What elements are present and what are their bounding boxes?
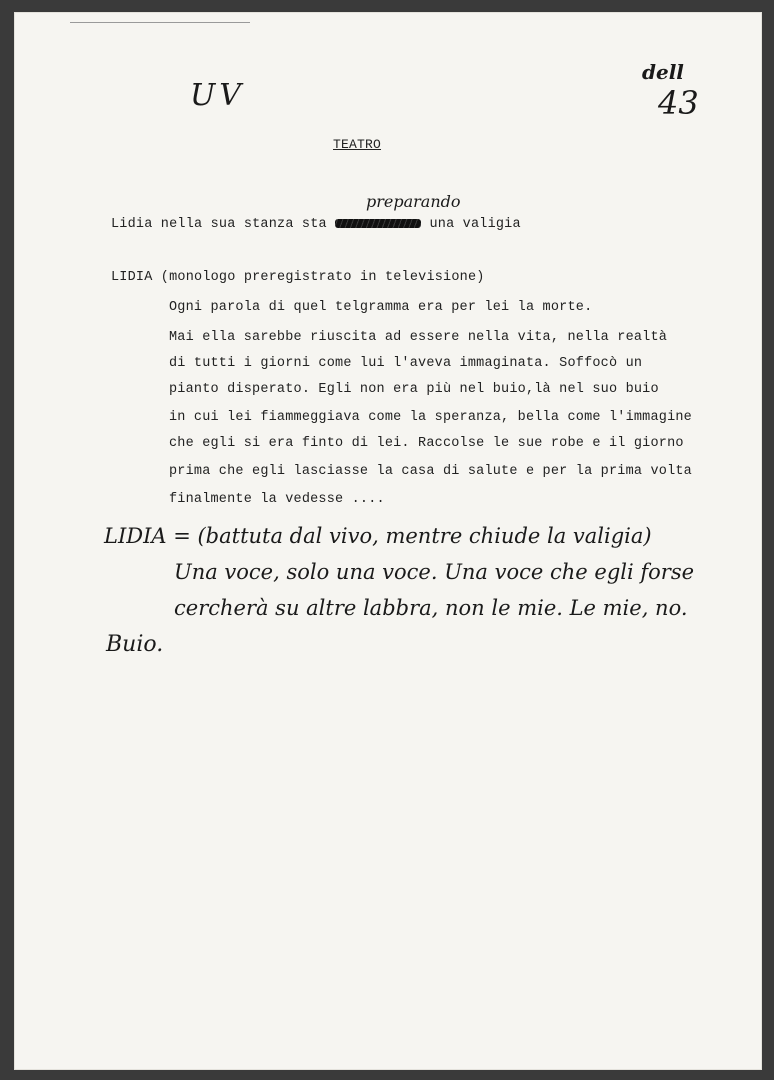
handwritten-buio: Buio. [106, 632, 164, 657]
monologue-line: di tutti i giorni come lui l'aveva immaginata. Soffocò un [169, 356, 643, 371]
monologue-line: prima che egli lasciasse la casa di salute e per la prima volta [169, 464, 692, 479]
monologue-line: che egli si era finto di lei. Raccolse le sue robe e il giorno [169, 436, 684, 451]
top-rule [70, 22, 250, 23]
handwritten-line: cercherà su altre labbra, non le mie. Le mie, no. [174, 596, 688, 620]
page-title: TEATRO [333, 137, 382, 152]
monologue-line: Ogni parola di quel telgramma era per lei la morte. [169, 300, 593, 315]
stage-direction-before: Lidia nella sua stanza sta [111, 217, 327, 232]
stage-direction-after: una valigia [429, 217, 521, 232]
monologue-line: pianto disperato. Egli non era più nel buio,là nel suo buio [169, 382, 659, 397]
handwritten-line: Una voce, solo una voce. Una voce che egli forse [174, 560, 695, 584]
stage-direction [111, 217, 521, 232]
crossed-out-word [335, 219, 421, 228]
monologue-line: finalmente la vedesse .... [169, 492, 385, 507]
monologue-line: in cui lei fiammeggiava come la speranza, bella come l'immagine [169, 410, 692, 425]
corner-mark: UV [190, 78, 245, 113]
manuscript-page [14, 12, 762, 1070]
inserted-word: preparando [366, 192, 461, 211]
handwritten-speaker: LIDIA = (battuta dal vivo, mentre chiude la valigia) [104, 524, 652, 548]
page-initials: dell [642, 60, 684, 84]
page-number: 43 [658, 84, 699, 122]
speaker-line: LIDIA (monologo preregistrato in televisione) [111, 270, 485, 285]
monologue-line: Mai ella sarebbe riuscita ad essere nella vita, nella realtà [169, 330, 668, 345]
